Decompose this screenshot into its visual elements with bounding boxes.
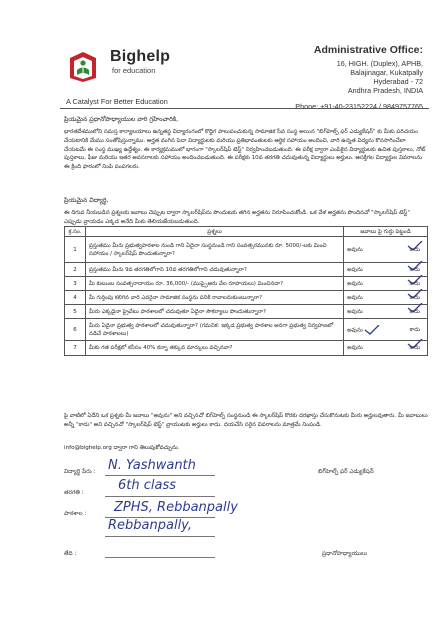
header-divider	[60, 108, 429, 109]
yes-option[interactable]: అవును	[347, 246, 363, 253]
no-option-label: కాదు	[409, 280, 420, 287]
yes-option[interactable]	[347, 308, 363, 316]
question-text: మీ కుటుంబ సంవత్సరాదాయం రూ. 36,000/- (ముప్పైఆరు వేల రూపాయలు) మించినదా?	[85, 277, 343, 291]
checkmark-icon	[407, 303, 423, 313]
logo	[66, 48, 186, 88]
table-row	[65, 263, 428, 277]
row-number: 1	[65, 237, 86, 263]
bighelp-logo-icon	[66, 48, 100, 84]
yes-option-label: అవును	[347, 266, 363, 273]
checkmark-icon	[407, 339, 423, 349]
question-text: మీకు గత పరీక్షలో కనీసం 40% కన్నా తక్కువ మార్కులు వచ్చినవా?	[85, 341, 343, 356]
school-field-line-2[interactable]: Rebbanpally,	[108, 518, 192, 533]
yes-option-label: అవును	[347, 308, 363, 315]
eligibility-table	[64, 226, 428, 356]
office-phone: Phone: +91-40-23152224 / 9849757765	[295, 102, 423, 111]
no-option-label: కాదు	[409, 308, 420, 315]
class-label: తరగతి :	[64, 490, 84, 496]
date-underline	[105, 557, 215, 558]
closing-paragraph: పై వాటిలో ఏదేని ఒక ప్రశ్నకు మీ జవాబు "అవును" అని వచ్చినచో బిగ్‌హెల్ప్ సంస్థనుండి ఈ స్కాలర్‌షిప్ కొరకు దరఖాస్తు చేసుకొనుటకు మీరు అర్హులవుతారు. మీ జవాబులు అన్నీ "కాదు" అని వచ్చినచో "స్కాలర్‌షిప్ టెస్ట్" వ్రాయుటకు అర్హులు కాదు. దయచేసి సరైన వివరాలను మాత్రమే నింపండి.	[64, 413, 428, 428]
yes-option[interactable]	[347, 344, 363, 352]
yes-option[interactable]	[347, 266, 363, 274]
yes-option[interactable]	[347, 280, 363, 288]
table-row	[65, 319, 428, 341]
office-address	[253, 44, 423, 111]
row-number: 3	[65, 277, 86, 291]
table-row	[65, 341, 428, 356]
table-row	[65, 305, 428, 319]
row-number: 7	[65, 341, 86, 356]
no-option-label: కాదు	[409, 266, 420, 273]
checkmark-icon	[407, 241, 423, 251]
school-field[interactable]: ZPHS, Rebbanpally	[114, 500, 238, 515]
email-line: info@bighelp.org ద్వారా గాని తెలుపుకోవచ్చును.	[64, 445, 180, 451]
no-option[interactable]	[409, 280, 420, 288]
organization-signature: బిగ్‌హెల్ప్ ఫర్ ఎడ్యుకేషన్	[318, 469, 374, 475]
school-underline-2	[105, 536, 215, 537]
yes-option-label: అవును	[347, 345, 363, 351]
tagline: A Catalyst For Better Education	[66, 97, 168, 106]
no-option[interactable]	[409, 294, 420, 302]
no-option-label: కాదు	[409, 246, 420, 253]
no-option[interactable]	[409, 308, 420, 316]
school-label: పాఠశాల :	[64, 511, 87, 517]
row-number: 4	[65, 291, 86, 305]
checkmark-icon	[364, 325, 380, 335]
checkmark-icon	[407, 289, 423, 299]
no-option-label: కాదు	[409, 345, 420, 351]
row-number: 5	[65, 305, 86, 319]
address-line: Hyderabad - 72	[373, 77, 423, 86]
table-row	[65, 291, 428, 305]
student-greeting: ప్రియమైన విద్యార్థి,	[64, 197, 109, 204]
no-option-label: కాదు	[409, 294, 420, 301]
address-line: Balajinagar, Kukatpally	[350, 68, 423, 77]
class-field[interactable]: 6th class	[118, 478, 177, 493]
table-row	[65, 237, 428, 263]
answer-cell	[344, 319, 428, 341]
instructions-paragraph: ఈ దిగువ నీయబడిన ప్రశ్నలకు జవాబు చెప్పుట ద్వారా స్కాలర్‌షిప్‌ను పొందుటకు తగిన అర్హతను నిరూపించుకోండి. ఒక వేళ అర్హతను పొందినచో "స్కాలర్‌షిప్ టెస్ట్" ఎప్పుడు వ్రాయడం ఎక్కడ అనేది మీకు తెలియజేయబడుతుంది.	[64, 210, 410, 225]
name-field[interactable]: N. Yashwanth	[108, 458, 196, 473]
answer-cell	[344, 341, 428, 356]
no-option[interactable]	[409, 344, 420, 352]
no-option[interactable]	[409, 266, 420, 274]
brand-subtitle: for education	[112, 66, 156, 75]
column-header: ప్రశ్నలు	[85, 227, 343, 237]
row-number: 2	[65, 263, 86, 277]
answer-cell	[344, 305, 428, 319]
address-line: 16, HIGH. (Duplex), APHB,	[336, 59, 423, 68]
class-underline	[105, 496, 215, 497]
table-header-row	[65, 227, 428, 237]
date-label: తేది :	[64, 551, 77, 557]
address-line: Andhra Pradesh, INDIA	[347, 86, 423, 95]
checkmark-icon	[407, 261, 423, 271]
greeting: ప్రియమైన ప్రధానోపాధ్యాయుల వారి గ్రహించారికి,	[64, 116, 179, 123]
intro-paragraph: భారతదేశములోని సమస్త కార్యాలయాలు ఉన్నతస్థ విద్యారంగంలో కొద్దిగ పాలుపంచుకున్న సామాజిక సేవ సంస్థ అయిన "బిగ్‌హెల్ప్ ఫర్ ఎడ్యుకేషన్" కు మీకు పరిచయం చేయటానికి మేము సంతోషిస్తున్నాము. అర్హత వంగిన పెదా విద్యార్థులకు మరియు ప్రతిభావంతులకు ఆర్థిక సహాయం అందించి, వారి ఉన్నత విద్యను కొనసాగించేలా చేయటమే ఈ సంస్థ ముఖ్య ఉద్దేశ్యం. ఈ కార్యక్రమములో భాగంగా "స్కాలర్‌షిప్ టెస్ట్" నిర్వహించబడుతుంది. ఈ పరీక్ష ద్వారా ఎంపికైన విద్యార్థులకు ఉచిత పుస్తకాలు, నోట్ పుస్తకాలు, ఫీజు మరియు ఇతర అవసరాలకు సహాయం అందించబడుతుంది. ఈ పరీక్షకు 10వ తరగతి చదువుతున్న విద్యార్థులు అర్హులు. ఆసక్తిగల విద్యార్థుల వివరాలను ఈ క్రింది ఫారంలో నింపి పంపగలరు.	[64, 129, 426, 171]
name-underline	[105, 475, 215, 476]
question-text: ప్రస్తుతము మీరు ప్రభుత్వపాఠశాల నుండి గాని ఏదైనా సంస్థనుండి గాని సంవత్సరమునకు రూ. 5000/-లకు మించి సహాయం / స్కాలర్‌షిప్ పొందుతున్నారా?	[85, 237, 343, 263]
column-header: క్ర.సం.	[65, 227, 86, 237]
name-label: విద్యార్థి పేరు :	[64, 469, 96, 475]
question-text: మీరు ఎక్కడైనా ప్రైవేటు పాఠశాలలో చదువుతూ ఏదైనా సౌకర్యాలు పొందుతున్నారా?	[85, 305, 343, 319]
answer-cell	[344, 237, 428, 263]
checkmark-icon	[407, 275, 423, 285]
yes-option-label: అవును	[347, 280, 363, 287]
office-title: Administrative Office:	[313, 44, 423, 56]
table-row	[65, 277, 428, 291]
question-text: మీ గుర్తింపు కలిగిన వారి ఎవరైనా సామాజిక సంస్థను పనికి రావాలనుకుంటున్నారా?	[85, 291, 343, 305]
question-text: ప్రస్తుతము మీరు 9వ తరగతిలోగాని 10వ తరగతిలోగాని చదువుతున్నారా?	[85, 263, 343, 277]
row-number: 6	[65, 319, 86, 341]
yes-option-label: అవును	[347, 294, 363, 301]
question-text: మీరు ఏదైనా ప్రభుత్వ పాఠశాలలో చదువుతున్నారా? (గమనిక: ఇక్కడ ప్రభుత్వ పాఠశాల అనగా ప్రభుత్వ నిర్వహణలో నడిచే పాఠశాలలు)	[85, 319, 343, 341]
yes-option-label: అవును	[347, 327, 363, 333]
yes-option[interactable]	[347, 325, 380, 335]
no-option[interactable]	[409, 246, 420, 254]
brand-name: Bighelp	[110, 48, 171, 65]
column-header: జవాబు పై గుర్తు పెట్టండి	[344, 227, 428, 237]
headmaster-signature-label: ప్రధానోపాధ్యాయులు	[322, 551, 368, 557]
no-option[interactable]	[409, 326, 420, 334]
yes-option[interactable]	[347, 294, 363, 302]
no-option-label: కాదు	[409, 326, 420, 333]
